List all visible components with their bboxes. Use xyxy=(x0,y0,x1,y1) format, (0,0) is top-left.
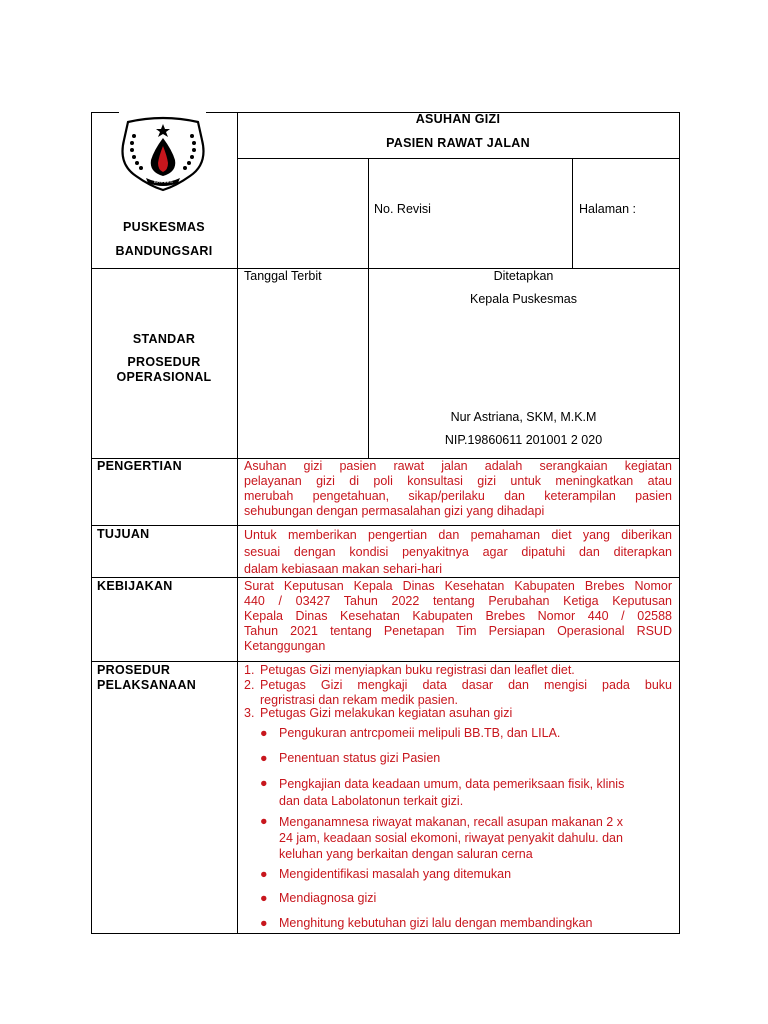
bullet-text: Penentuan status gizi Pasien xyxy=(279,751,441,765)
pengertian-text xyxy=(244,459,672,519)
bullet-text: Pengukuran antrcpomeii melipuli BB.TB, dan LILA. xyxy=(279,726,561,740)
bullet-text: Menghitung kebutuhan gizi lalu dengan membandingkan xyxy=(279,916,593,930)
text-line: regristrasi dan rekam medik pasien. xyxy=(260,693,458,707)
text-line: Petugas Gizi mengkaji data dasar dan mengisi pada buku xyxy=(260,678,672,692)
bullet-icon: ● xyxy=(260,776,268,790)
table-border-right xyxy=(679,112,680,934)
section-label-pengertian: PENGERTIAN xyxy=(97,459,182,473)
text-line: sehubungan dengan permasalahan gizi yang dihadapi xyxy=(244,504,545,518)
label-column-divider xyxy=(237,112,238,934)
bullet-icon: ● xyxy=(260,726,268,740)
text-line: Surat Keputusan Kepala Dinas Kesehatan Kabupaten Brebes Nomor xyxy=(244,579,672,593)
section-label-tujuan: TUJUAN xyxy=(97,527,150,541)
bullet-icon: ● xyxy=(260,751,268,765)
jabatan-label: Kepala Puskesmas xyxy=(469,292,577,306)
step-number: 3. xyxy=(244,706,255,720)
table-border-bottom xyxy=(91,933,680,934)
document-title-line1: ASUHAN GIZI xyxy=(415,112,501,126)
text-line: dan data Labolatonun terkait gizi. xyxy=(279,794,464,808)
emblem-ribbon-text: BREBES xyxy=(154,179,174,184)
section-label-prosedur-line1: PROSEDUR xyxy=(97,663,171,677)
row-line-5 xyxy=(91,661,680,662)
text-line: keluhan yang berkaitan dengan saluran cerna xyxy=(279,847,533,861)
kebijakan-text xyxy=(244,579,672,654)
step-number: 2. xyxy=(244,678,255,692)
text-line: 24 jam, keadaan sosial ekomoni, riwayat penyakit dahulu. dan xyxy=(279,831,623,845)
row-line-3 xyxy=(91,525,680,526)
halaman-label: Halaman : xyxy=(579,202,636,216)
text-line: sesuai dengan kondisi penyakitnya agar dipatuhi dan diterapkan xyxy=(244,545,672,559)
bullet-text: Mendiagnosa gizi xyxy=(279,891,377,905)
header-row-line xyxy=(237,158,680,159)
table-border-top-left xyxy=(91,112,119,113)
bullet-icon: ● xyxy=(260,916,268,930)
header-divider-2 xyxy=(572,158,573,268)
text-line: Pengkajian data keadaan umum, data pemeriksaan fisik, klinis xyxy=(279,777,625,791)
text-line: dalam kebiasaan makan sehari-hari xyxy=(244,562,443,576)
section-label-kebijakan: KEBIJAKAN xyxy=(97,579,173,593)
text-line: 440 / 03427 Tahun 2022 tentang Perubahan Ketiga Keputusan xyxy=(244,594,672,608)
doc-type-line3: OPERASIONAL xyxy=(116,370,212,384)
bullet-text xyxy=(279,776,624,810)
ditetapkan-label: Ditetapkan xyxy=(493,269,554,283)
step-text: Petugas Gizi menyiapkan buku registrasi dan leaflet diet. xyxy=(260,663,575,677)
no-revisi-label: No. Revisi xyxy=(374,202,431,216)
bullet-icon: ● xyxy=(260,891,268,905)
regency-emblem-icon xyxy=(118,116,208,192)
bullet-icon: ● xyxy=(260,867,268,881)
tujuan-text xyxy=(244,527,672,578)
tanggal-terbit-label: Tanggal Terbit xyxy=(244,269,322,283)
bullet-text: Mengidentifikasi masalah yang ditemukan xyxy=(279,867,512,881)
step-number: 1. xyxy=(244,663,255,677)
text-line: merubah pengetahuan, sikap/perilaku dan keterampilan pasien xyxy=(244,489,672,503)
doc-type-line1: STANDAR xyxy=(132,332,196,346)
text-line: Untuk memberikan pengertian dan pemahaman diet yang diberikan xyxy=(244,528,672,542)
text-line: pelayanan gizi di poli konsultasi gizi untuk meningkatkan atau xyxy=(244,474,672,488)
section-label-prosedur-line2: PELAKSANAAN xyxy=(97,678,197,692)
text-line: Kepala Dinas Kesehatan Kabupaten Brebes Nomor 440 / 02588 xyxy=(244,609,672,623)
text-line: Tahun 2021 tentang Penetapan Tim Persiapan Operasional RSUD xyxy=(244,624,672,638)
document-title-line2: PASIEN RAWAT JALAN xyxy=(386,136,530,150)
doc-type-line2: PROSEDUR xyxy=(127,355,201,369)
signatory-name: Nur Astriana, SKM, M.K.M xyxy=(450,410,597,424)
step-text xyxy=(260,678,672,708)
org-name-line1: PUSKESMAS xyxy=(123,220,205,234)
text-line: Menganamnesa riwayat makanan, recall asupan makanan 2 x xyxy=(279,815,623,829)
text-line: Asuhan gizi pasien rawat jalan adalah serangkaian kegiatan xyxy=(244,459,672,473)
step-text: Petugas Gizi melakukan kegiatan asuhan gizi xyxy=(260,706,513,720)
signatory-nip: NIP.19860611 201001 2 020 xyxy=(444,433,603,447)
text-line: Ketanggungan xyxy=(244,639,326,653)
bullet-icon: ● xyxy=(260,814,268,828)
org-name-line2: BANDUNGSARI xyxy=(115,244,213,258)
bullet-text xyxy=(279,814,623,862)
table-border-left xyxy=(91,112,92,934)
